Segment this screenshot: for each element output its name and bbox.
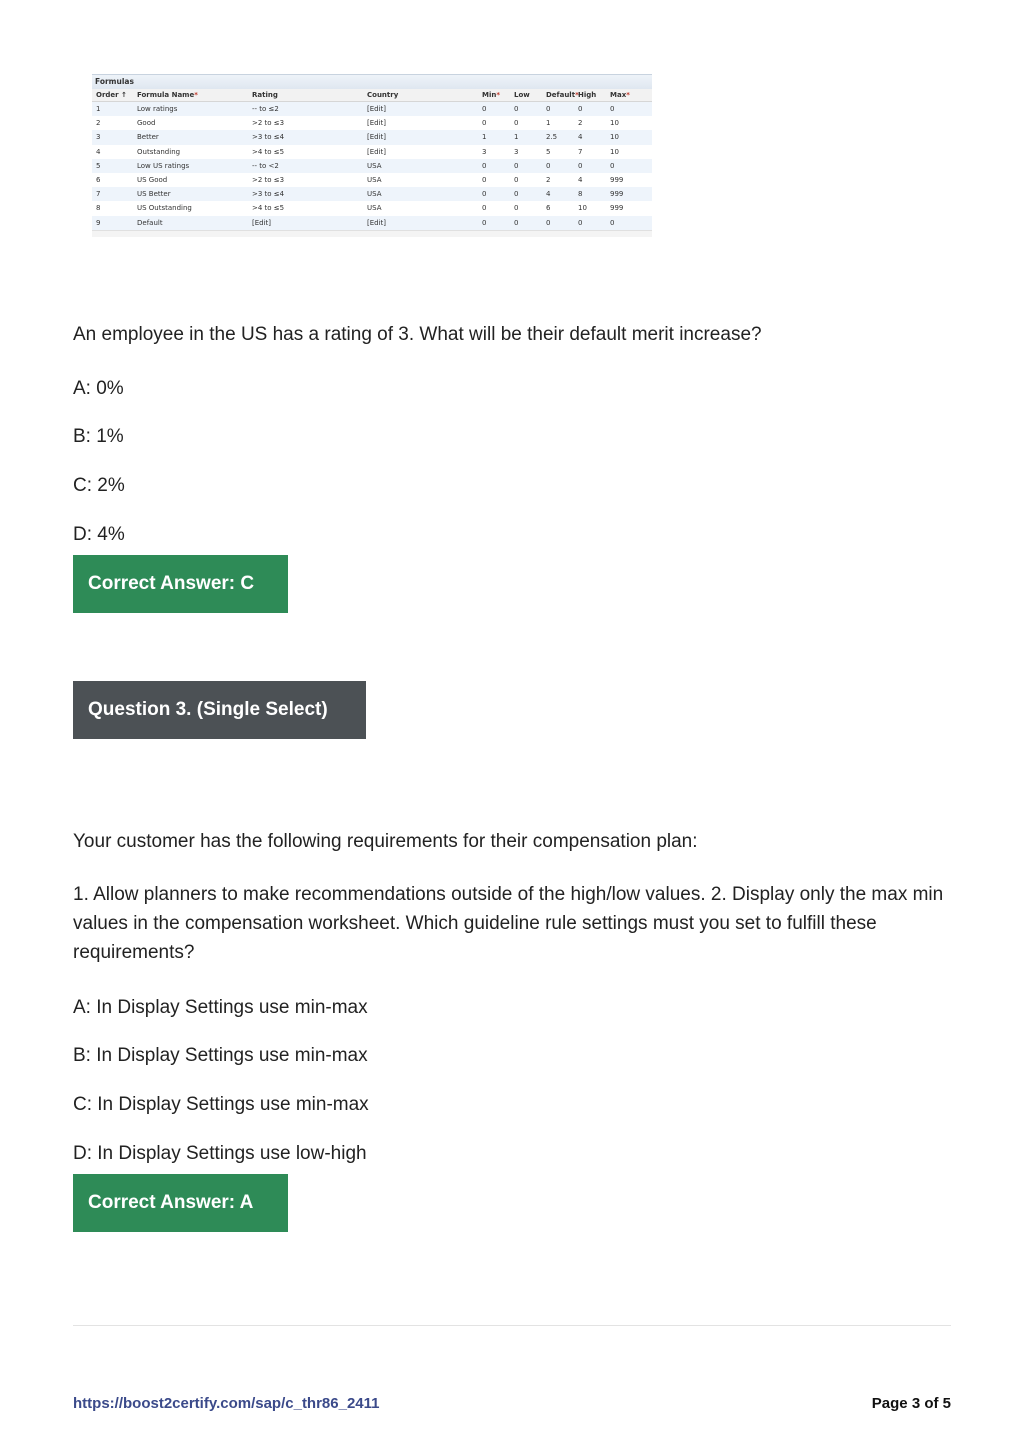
formulas-row [92, 201, 652, 215]
formulas-cell: 10 [610, 119, 619, 128]
formulas-cell: 0 [542, 216, 574, 230]
formulas-cell: 2 [96, 119, 101, 128]
formulas-cell: Outstanding [137, 147, 181, 156]
formulas-cell: US Outstanding [137, 204, 192, 213]
formulas-cell: Low ratings [133, 102, 248, 117]
formulas-cell: 4 [578, 176, 583, 185]
formulas-cell: >3 to ≤4 [248, 130, 363, 144]
formulas-cell: 8 [96, 204, 101, 213]
formulas-cell: 1 [92, 102, 133, 117]
question-2-option-a: A: 0% [73, 378, 124, 399]
formulas-cell: 999 [606, 187, 652, 201]
formulas-cell: 0 [542, 159, 574, 173]
question-3-intro: Your customer has the following requirements for their compensation plan: [73, 831, 698, 852]
formulas-cell: US Good [137, 176, 168, 185]
formulas-cell: USA [363, 187, 478, 201]
formulas-cell[interactable]: [Edit] [248, 216, 363, 230]
formulas-cell: 0 [482, 176, 487, 185]
formulas-cell[interactable]: [Edit] [363, 102, 478, 117]
formulas-cell: 999 [610, 204, 624, 213]
formulas-cell: >3 to ≤4 [248, 187, 363, 201]
formulas-cell: 7 [92, 187, 133, 201]
formulas-cell: 1 [510, 130, 542, 144]
formulas-cell: Better [133, 130, 248, 144]
formulas-body [92, 102, 652, 230]
formulas-row [92, 116, 652, 130]
question-3-option-c: C: In Display Settings use min-max [73, 1094, 369, 1115]
formulas-cell: 2.5 [542, 130, 574, 144]
formulas-cell: 0 [510, 102, 542, 117]
formulas-cell: 2 [546, 176, 551, 185]
formulas-cell: 0 [510, 216, 542, 230]
formulas-cell: 7 [578, 147, 583, 156]
formulas-cell: 0 [574, 159, 606, 173]
formulas-cell: 1 [478, 130, 510, 144]
formulas-cell[interactable]: [Edit] [363, 130, 478, 144]
formulas-table-image [92, 74, 652, 237]
formulas-cell: -- to ≤2 [248, 102, 363, 117]
formulas-cell: 0 [606, 216, 652, 230]
formulas-cell: 3 [92, 130, 133, 144]
formulas-cell: 10 [606, 130, 652, 144]
formulas-cell: 10 [610, 147, 619, 156]
formulas-cell: 6 [96, 176, 101, 185]
formulas-cell: >4 to ≤5 [252, 147, 285, 156]
col-country: Country [363, 89, 478, 102]
question-3-header: Question 3. (Single Select) [73, 681, 366, 739]
formulas-header-row [92, 89, 652, 102]
col-default: Default* [542, 89, 574, 102]
question-3-option-b: B: In Display Settings use min-max [73, 1045, 368, 1066]
col-formula-name: Formula Name* [133, 89, 248, 102]
question-2-option-b: B: 1% [73, 426, 124, 447]
formulas-cell: 0 [478, 159, 510, 173]
formulas-row [92, 216, 652, 230]
question-2-correct-answer: Correct Answer: C [73, 555, 288, 613]
question-3-correct-answer: Correct Answer: A [73, 1174, 288, 1232]
formulas-cell: 3 [482, 147, 487, 156]
formulas-cell: 5 [92, 159, 133, 173]
col-high: High [574, 89, 606, 102]
col-order[interactable]: Order ↑ [92, 89, 133, 102]
formulas-cell: 0 [514, 119, 519, 128]
formulas-cell: 0 [482, 204, 487, 213]
question-2-option-d: D: 4% [73, 524, 125, 545]
formulas-table [92, 89, 652, 230]
question-3-option-a: A: In Display Settings use min-max [73, 997, 368, 1018]
formulas-cell: >2 to ≤3 [252, 176, 285, 185]
formulas-cell: 3 [514, 147, 519, 156]
formulas-cell[interactable]: [Edit] [367, 119, 387, 128]
col-low: Low [510, 89, 542, 102]
formulas-row [92, 102, 652, 117]
formulas-title: Formulas [92, 74, 652, 89]
col-max: Max* [606, 89, 652, 102]
formulas-cell: US Better [133, 187, 248, 201]
formulas-cell: 5 [546, 147, 551, 156]
formulas-cell: 0 [478, 102, 510, 117]
formulas-cell: 999 [610, 176, 624, 185]
formulas-cell[interactable]: [Edit] [367, 147, 387, 156]
formulas-cell: Good [137, 119, 156, 128]
formulas-cell: USA [367, 176, 382, 185]
formulas-cell: 0 [478, 216, 510, 230]
formulas-cell: Default [133, 216, 248, 230]
page-number: Page 3 of 5 [871, 1395, 951, 1412]
formulas-cell: Low US ratings [133, 159, 248, 173]
formulas-row [92, 187, 652, 201]
formulas-cell: 1 [546, 119, 551, 128]
formulas-cell: 0 [606, 102, 652, 117]
formulas-cell: 0 [542, 102, 574, 117]
formulas-cell: 0 [482, 119, 487, 128]
formulas-row [92, 145, 652, 159]
formulas-cell: 8 [574, 187, 606, 201]
formulas-cell: 4 [96, 147, 101, 156]
formulas-cell: 9 [92, 216, 133, 230]
formulas-cell: 4 [574, 130, 606, 144]
formulas-cell: >2 to ≤3 [252, 119, 285, 128]
formulas-cell: 2 [578, 119, 583, 128]
formulas-row [92, 159, 652, 173]
formulas-cell: 4 [542, 187, 574, 201]
formulas-cell: 0 [606, 159, 652, 173]
formulas-cell: 0 [510, 159, 542, 173]
formulas-footer-bar [92, 230, 652, 237]
formulas-cell: 0 [478, 187, 510, 201]
col-min: Min* [478, 89, 510, 102]
formulas-row [92, 130, 652, 144]
col-rating: Rating [248, 89, 363, 102]
question-2-option-c: C: 2% [73, 475, 125, 496]
formulas-cell: USA [363, 159, 478, 173]
formulas-row [92, 173, 652, 187]
formulas-cell: 0 [514, 204, 519, 213]
formulas-cell: 0 [574, 216, 606, 230]
footer-link[interactable]: https://boost2certify.com/sap/c_thr86_2411 [73, 1395, 380, 1412]
formulas-cell: 6 [546, 204, 551, 213]
formulas-cell: USA [367, 204, 382, 213]
question-3-option-d: D: In Display Settings use low-high [73, 1143, 367, 1164]
formulas-cell: 0 [514, 176, 519, 185]
footer-divider [73, 1325, 951, 1326]
formulas-cell: 0 [510, 187, 542, 201]
formulas-cell: -- to <2 [248, 159, 363, 173]
question-3-body: 1. Allow planners to make recommendations outside of the high/low values. 2. Display only the max min values in the compensation worksheet. Which guideline rule settings must you set to fulfill these requirements? [73, 884, 944, 963]
formulas-cell: 0 [574, 102, 606, 117]
formulas-cell: 10 [578, 204, 587, 213]
formulas-cell: >4 to ≤5 [252, 204, 285, 213]
question-2-text: An employee in the US has a rating of 3. What will be their default merit increase? [73, 324, 762, 345]
formulas-cell[interactable]: [Edit] [363, 216, 478, 230]
